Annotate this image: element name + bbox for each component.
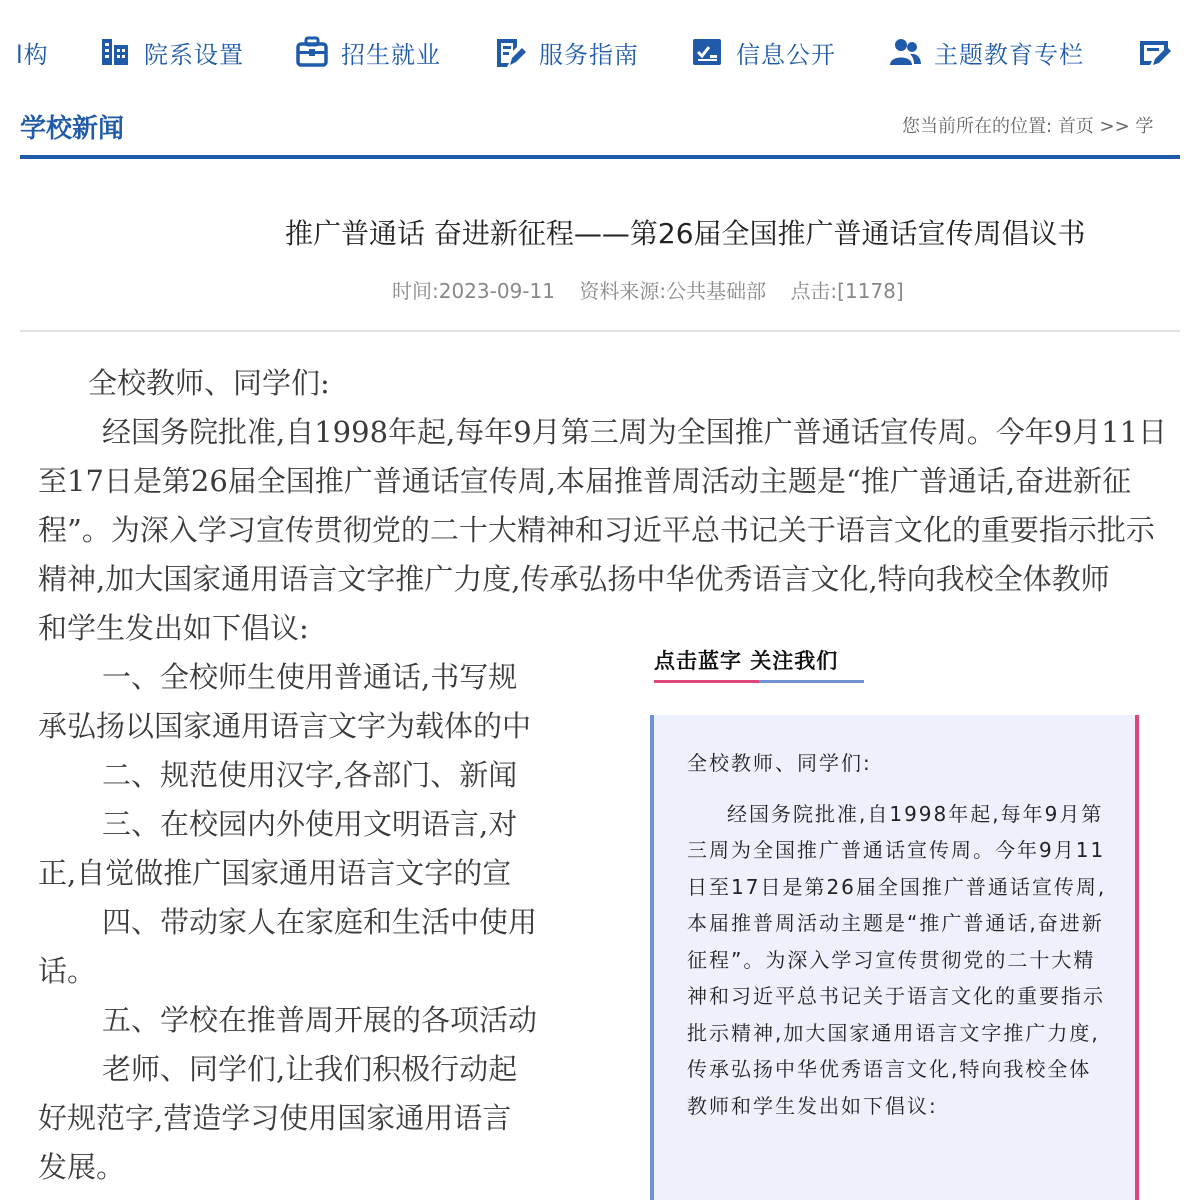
- breadcrumb-home-link[interactable]: 首页: [1057, 116, 1094, 137]
- body-line: 经国务院批准,自1998年起,每年9月第三周为全国推广普通话宣传周。今年9月11日: [102, 415, 1168, 449]
- body-line: 程”。为深入学习宣传贯彻党的二十大精神和习近平总书记关于语言文化的重要指示批示: [38, 513, 1155, 547]
- header-divider: [20, 155, 1180, 159]
- body-line: 全校教师、同学们:: [88, 366, 330, 400]
- top-navigation: [0, 0, 1200, 100]
- card-content: [687, 745, 1107, 1124]
- nav-item-label: 信息公开: [736, 40, 836, 69]
- body-line: 和学生发出如下倡议:: [38, 611, 309, 645]
- body-line: 话。: [38, 954, 97, 988]
- article-clicks: 点击:[1178]: [790, 279, 904, 303]
- follow-us-underline: [654, 680, 864, 683]
- nav-item-theme-education[interactable]: [888, 30, 1084, 74]
- briefcase-icon: [295, 35, 329, 69]
- nav-item-service-guide[interactable]: [493, 30, 639, 74]
- initiative-card: [650, 715, 1139, 1200]
- nav-item-departments[interactable]: [98, 30, 244, 74]
- body-line: 承弘扬以国家通用语言文字为载体的中: [38, 709, 532, 743]
- body-line: 正,自觉做推广国家通用语言文字的宣: [38, 856, 512, 890]
- card-paragraph: 经国务院批准,自1998年起,每年9月第三周为全国推广普通话宣传周。今年9月11日至17日是第26届全国推广普通话宣传周,本届推普周活动主题是“推广普通话,奋进新征程”。为深入学习宣传贯彻党的二十大精神和习近平总书记关于语言文化的重要指示批示精神,加大国家通用语言文字推广力度,传承弘扬中华优秀语言文化,特向我校全体教师和学生发出如下倡议:: [687, 801, 1107, 1118]
- breadcrumb: [902, 112, 1153, 138]
- card-greeting: 全校教师、同学们:: [687, 751, 872, 775]
- body-line: 三、在校园内外使用文明语言,对: [102, 807, 518, 841]
- body-line: 二、规范使用汉字,各部门、新闻: [102, 758, 518, 792]
- body-line: 至17日是第26届全国推广普通话宣传周,本届推普周活动主题是“推广普通话,奋进新征: [38, 464, 1132, 498]
- body-line: 一、全校师生使用普通话,书写规: [102, 660, 518, 694]
- body-line: 四、带动家人在家庭和生活中使用: [102, 905, 538, 939]
- section-title: 学校新闻: [20, 114, 125, 144]
- nav-item-partial[interactable]: [16, 30, 49, 74]
- article-source: 资料来源:公共基础部: [579, 279, 767, 303]
- body-line: 精神,加大国家通用语言文字推广力度,传承弘扬中华优秀语言文化,特向我校全体教师: [38, 562, 1110, 596]
- nav-item-label: 招生就业: [341, 40, 441, 69]
- nav-item-info-disclosure[interactable]: [690, 30, 836, 74]
- article-meta: [392, 275, 922, 304]
- article-title: 推广普通话 奋进新征程——第26届全国推广普通话宣传周倡议书: [285, 217, 1086, 250]
- nav-item-label: 院系设置: [144, 40, 244, 69]
- breadcrumb-prefix: 您当前所在的位置:: [902, 116, 1053, 137]
- follow-us-link[interactable]: 点击蓝字 关注我们: [654, 649, 839, 673]
- users-icon: [888, 35, 922, 69]
- nav-item-admissions[interactable]: [295, 30, 441, 74]
- breadcrumb-separator: >> 学: [1099, 116, 1154, 137]
- body-line: 五、学校在推普周开展的各项活动: [102, 1003, 538, 1037]
- nav-item-label: 主题教育专栏: [934, 40, 1084, 69]
- body-line: 老师、同学们,让我们积极行动起: [102, 1052, 518, 1086]
- body-line: 发展。: [38, 1150, 126, 1184]
- checklist-icon: [690, 35, 724, 69]
- building-icon: [98, 35, 132, 69]
- article-date: 时间:2023-09-11: [392, 279, 555, 303]
- nav-item-label: l构: [16, 40, 49, 69]
- meta-divider: [20, 330, 1180, 332]
- nav-item-partial-right[interactable]: [1138, 30, 1184, 74]
- pen-edit-icon: [1138, 35, 1172, 69]
- body-line: 好规范字,营造学习使用国家通用语言: [38, 1101, 512, 1135]
- pen-edit-icon: [493, 35, 527, 69]
- nav-item-label: 服务指南: [539, 40, 639, 69]
